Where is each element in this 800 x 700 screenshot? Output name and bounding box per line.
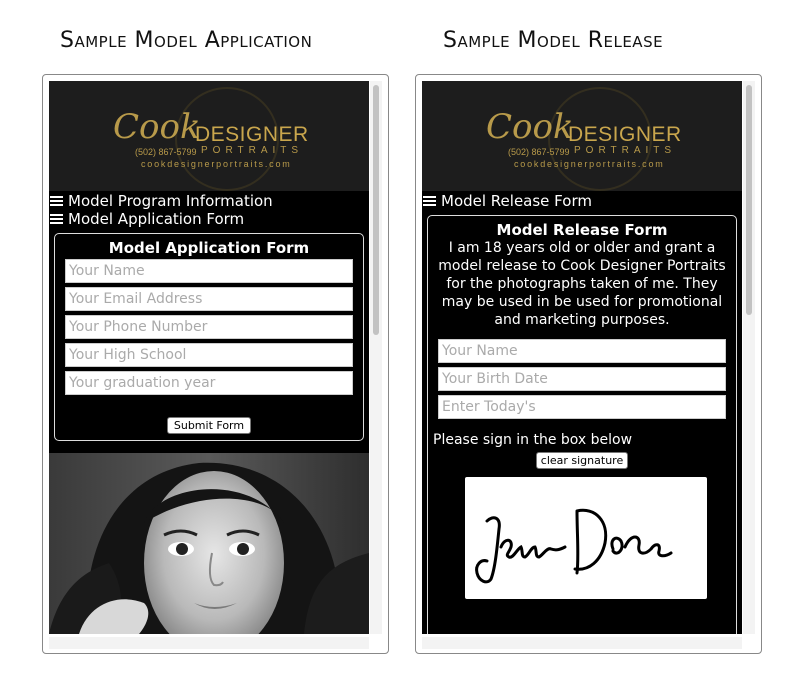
nav-label: Model Release Form <box>441 192 592 210</box>
logo-phone-text: (502) 867-5799 <box>135 147 197 157</box>
nav-model-program-info[interactable] <box>49 192 369 210</box>
scrollbar-thumb[interactable] <box>373 85 379 335</box>
logo-designer-text: DESIGNER <box>568 123 682 146</box>
name-field[interactable]: Your Name <box>65 259 353 283</box>
nav-label: Model Program Information <box>68 192 273 210</box>
release-scrollbar[interactable] <box>743 81 755 634</box>
graduation-year-field[interactable]: Your graduation year <box>65 371 353 395</box>
nav-model-release-form[interactable] <box>422 192 742 210</box>
logo-banner <box>49 81 369 191</box>
logo-portraits-text: PORTRAITS <box>201 145 304 156</box>
application-phone-frame <box>42 74 389 654</box>
release-statement: I am 18 years old or older and grant a model release to Cook Designer Portraits for the photographs taken of me. They may be used in be used for promotional and marketing purposes. <box>438 240 726 328</box>
release-form <box>427 215 737 634</box>
form-title: Model Release Form <box>496 221 668 239</box>
model-portrait-image <box>49 453 369 634</box>
application-heading: Sample Model Application <box>60 28 313 53</box>
high-school-field[interactable]: Your High School <box>65 343 353 367</box>
clear-signature-button[interactable]: clear signature <box>536 452 628 469</box>
phone-field[interactable]: Your Phone Number <box>65 315 353 339</box>
release-phone-frame <box>415 74 762 654</box>
logo-phone-text: (502) 867-5799 <box>508 147 570 157</box>
birth-date-field[interactable]: Your Birth Date <box>438 367 726 391</box>
nav-model-application-form[interactable] <box>49 210 369 228</box>
name-field[interactable]: Your Name <box>438 339 726 363</box>
menu-icon <box>423 195 437 207</box>
form-title: Model Application Form <box>108 239 310 257</box>
menu-icon <box>50 195 64 207</box>
submit-form-button[interactable]: Submit Form <box>167 417 251 434</box>
logo-script-text: Cook <box>113 107 201 147</box>
logo-script-text: Cook <box>486 107 574 147</box>
logo-portraits-text: PORTRAITS <box>574 145 677 156</box>
nav-label: Model Application Form <box>68 210 245 228</box>
logo-url-text: cookdesignerportraits.com <box>141 159 292 169</box>
signature-drawing <box>465 477 707 599</box>
signature-pad[interactable] <box>465 477 707 599</box>
portrait-photo <box>49 453 369 634</box>
sign-instruction: Please sign in the box below <box>433 432 633 448</box>
horizontal-scrollbar[interactable] <box>49 637 369 649</box>
todays-date-field[interactable]: Enter Today's <box>438 395 726 419</box>
release-screen <box>422 81 742 634</box>
application-scrollbar[interactable] <box>370 81 382 634</box>
application-form <box>54 233 364 441</box>
email-field[interactable]: Your Email Address <box>65 287 353 311</box>
logo-banner <box>422 81 742 191</box>
logo-designer-text: DESIGNER <box>195 123 309 146</box>
menu-icon <box>50 213 64 225</box>
application-screen <box>49 81 369 634</box>
horizontal-scrollbar[interactable] <box>422 637 742 649</box>
logo-url-text: cookdesignerportraits.com <box>514 159 665 169</box>
release-heading: Sample Model Release <box>443 28 664 53</box>
scrollbar-thumb[interactable] <box>746 85 752 315</box>
